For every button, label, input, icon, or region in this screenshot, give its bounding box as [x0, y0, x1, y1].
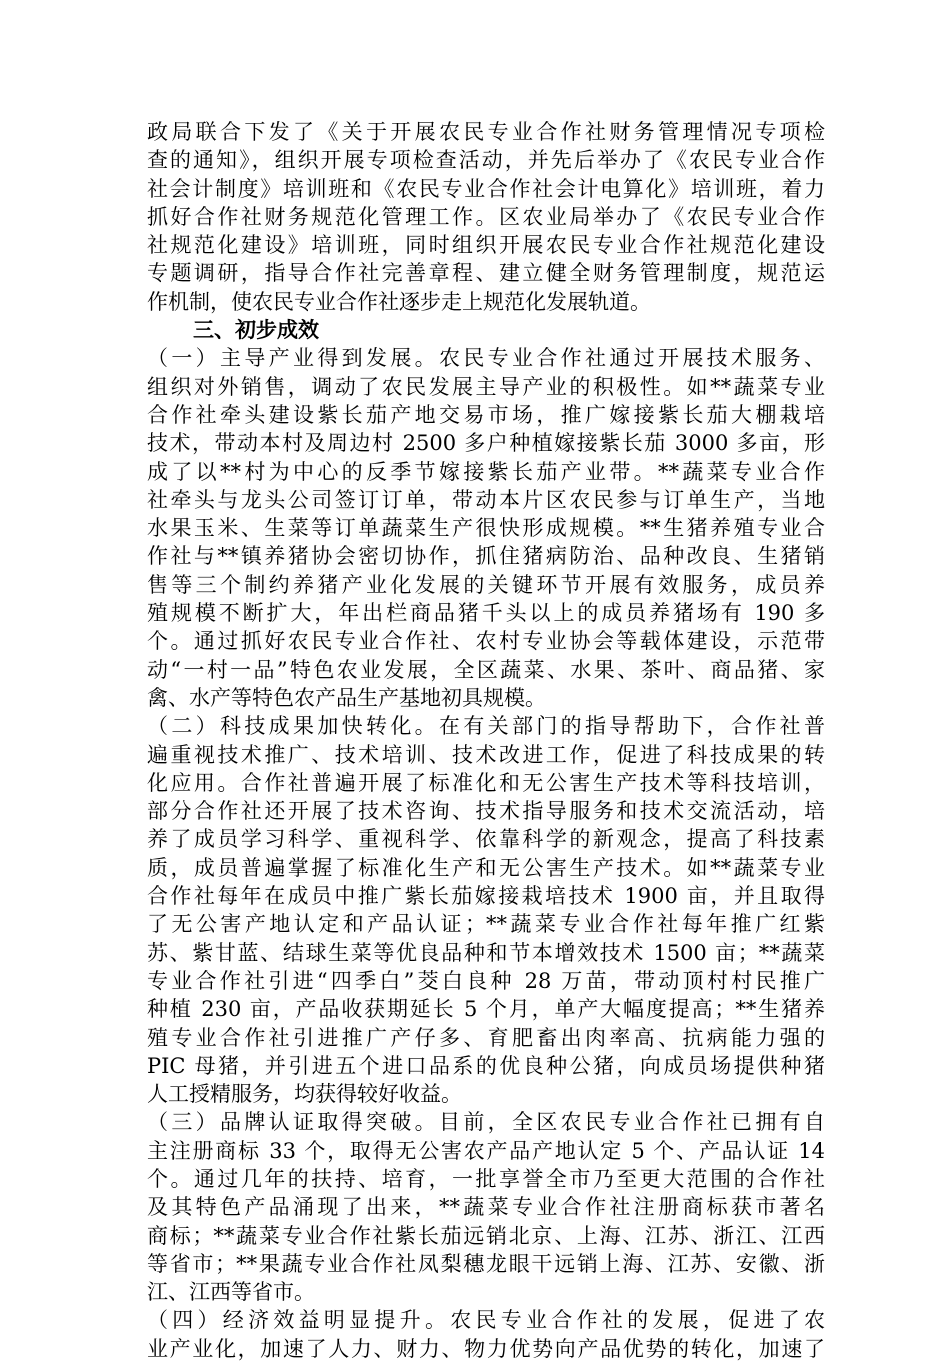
body-line: 个。通过抓好农民专业合作社、农村专业协会等载体建设，示范带	[147, 629, 825, 654]
body-line: 合作社牵头建设紫长茄产地交易市场，推广嫁接紫长茄大棚栽培	[147, 402, 825, 427]
body-line: 遍重视技术推广、技术培训、技术改进工作，促进了科技成果的转	[147, 742, 825, 767]
body-line: 组织对外销售，调动了农民发展主导产业的积极性。如**蔬菜专业	[147, 374, 825, 399]
document-body	[147, 118, 825, 1363]
body-line: 社会计制度》培训班和《农民专业合作社会计电算化》培训班，着力	[147, 176, 825, 201]
body-line: 人工授精服务，均获得较好收益。	[147, 1082, 462, 1107]
body-line: 苏、紫甘蓝、结球生菜等优良品种和节本增效技术 1500 亩；**蔬菜	[147, 940, 825, 965]
body-line: （三）品牌认证取得突破。目前，全区农民专业合作社已拥有自	[147, 1110, 825, 1135]
body-line: 抓好合作社财务规范化管理工作。区农业局举办了《农民专业合作	[147, 204, 825, 229]
body-line: （二）科技成果加快转化。在有关部门的指导帮助下，合作社普	[147, 714, 825, 739]
body-line: 查的通知》，组织开展专项检查活动，并先后举办了《农民专业合作	[147, 148, 825, 173]
section-heading: 三、初步成效	[193, 318, 319, 343]
body-line: PIC 母猪，并引进五个进口品系的优良种公猪，向成员场提供种猪	[147, 1053, 825, 1078]
body-line: 了无公害产地认定和产品认证；**蔬菜专业合作社每年推广红紫	[147, 912, 825, 937]
body-line: 社规范化建设》培训班，同时组织开展农民专业合作社规范化建设	[147, 233, 825, 258]
body-line: 个。通过几年的扶持、培育，一批享誉全市乃至更大范围的合作社	[147, 1166, 825, 1191]
body-line: 业产业化，加速了人力、财力、物力优势向产品优势的转化，加速了	[147, 1336, 825, 1361]
body-line: 殖规模不断扩大，年出栏商品猪千头以上的成员养猪场有 190 多	[147, 601, 825, 626]
body-line: 种植 230 亩，产品收获期延长 5 个月，单产大幅度提高；**生猪养	[147, 997, 825, 1022]
body-line: 政局联合下发了《关于开展农民专业合作社财务管理情况专项检	[147, 120, 825, 144]
body-line: 专题调研，指导合作社完善章程、建立健全财务管理制度，规范运	[147, 261, 825, 286]
body-line: 部分合作社还开展了技术咨询、技术指导服务和技术交流活动，培	[147, 799, 825, 824]
body-line: 等省市；**果蔬专业合作社凤梨穗龙眼干远销上海、江苏、安徽、浙	[147, 1251, 825, 1276]
body-line: 江、江西等省市。	[147, 1280, 315, 1305]
body-line: 社牵头与龙头公司签订订单，带动本片区农民参与订单生产，当地	[147, 487, 825, 512]
body-line: 作社与**镇养猪协会密切协作，抓住猪病防治、品种改良、生猪销	[147, 544, 825, 569]
body-line: （一）主导产业得到发展。农民专业合作社通过开展技术服务、	[147, 346, 825, 371]
body-line: （四）经济效益明显提升。农民专业合作社的发展，促进了农	[147, 1308, 825, 1333]
body-line: 专业合作社引进“四季白”茭白良种 28 万苗，带动顶村村民推广	[147, 968, 825, 993]
body-line: 合作社每年在成员中推广紫长茄嫁接栽培技术 1900 亩，并且取得	[147, 884, 825, 909]
body-line: 售等三个制约养猪产业化发展的关键环节开展有效服务，成员养	[147, 572, 825, 597]
body-line: 质，成员普遍掌握了标准化生产和无公害生产技术。如**蔬菜专业	[147, 855, 825, 880]
body-line: 化应用。合作社普遍开展了标准化和无公害生产技术等科技培训，	[147, 770, 825, 795]
body-line: 动“一村一品”特色农业发展，全区蔬菜、水果、茶叶、商品猪、家	[147, 657, 825, 682]
body-line: 商标；**蔬菜专业合作社紫长茄远销北京、上海、江苏、浙江、江西	[147, 1223, 825, 1248]
body-line: 作机制，使农民专业合作社逐步走上规范化发展轨道。	[147, 289, 651, 314]
body-line: 成了以**村为中心的反季节嫁接紫长茄产业带。**蔬菜专业合作	[147, 459, 825, 484]
body-line: 养了成员学习科学、重视科学、依靠科学的新观念，提高了科技素	[147, 827, 825, 852]
body-line: 殖专业合作社引进推广产仔多、育肥畜出肉率高、抗病能力强的	[147, 1025, 825, 1050]
body-line: 禽、水产等特色农产品生产基地初具规模。	[147, 685, 546, 710]
body-line: 及其特色产品涌现了出来，**蔬菜专业合作社注册商标获市著名	[147, 1195, 825, 1220]
body-line: 主注册商标 33 个，取得无公害农产品产地认定 5 个、产品认证 14	[147, 1138, 825, 1163]
body-line: 技术，带动本村及周边村 2500 多户种植嫁接紫长茄 3000 多亩，形	[147, 431, 825, 456]
body-line: 水果玉米、生菜等订单蔬菜生产很快形成规模。**生猪养殖专业合	[147, 516, 825, 541]
